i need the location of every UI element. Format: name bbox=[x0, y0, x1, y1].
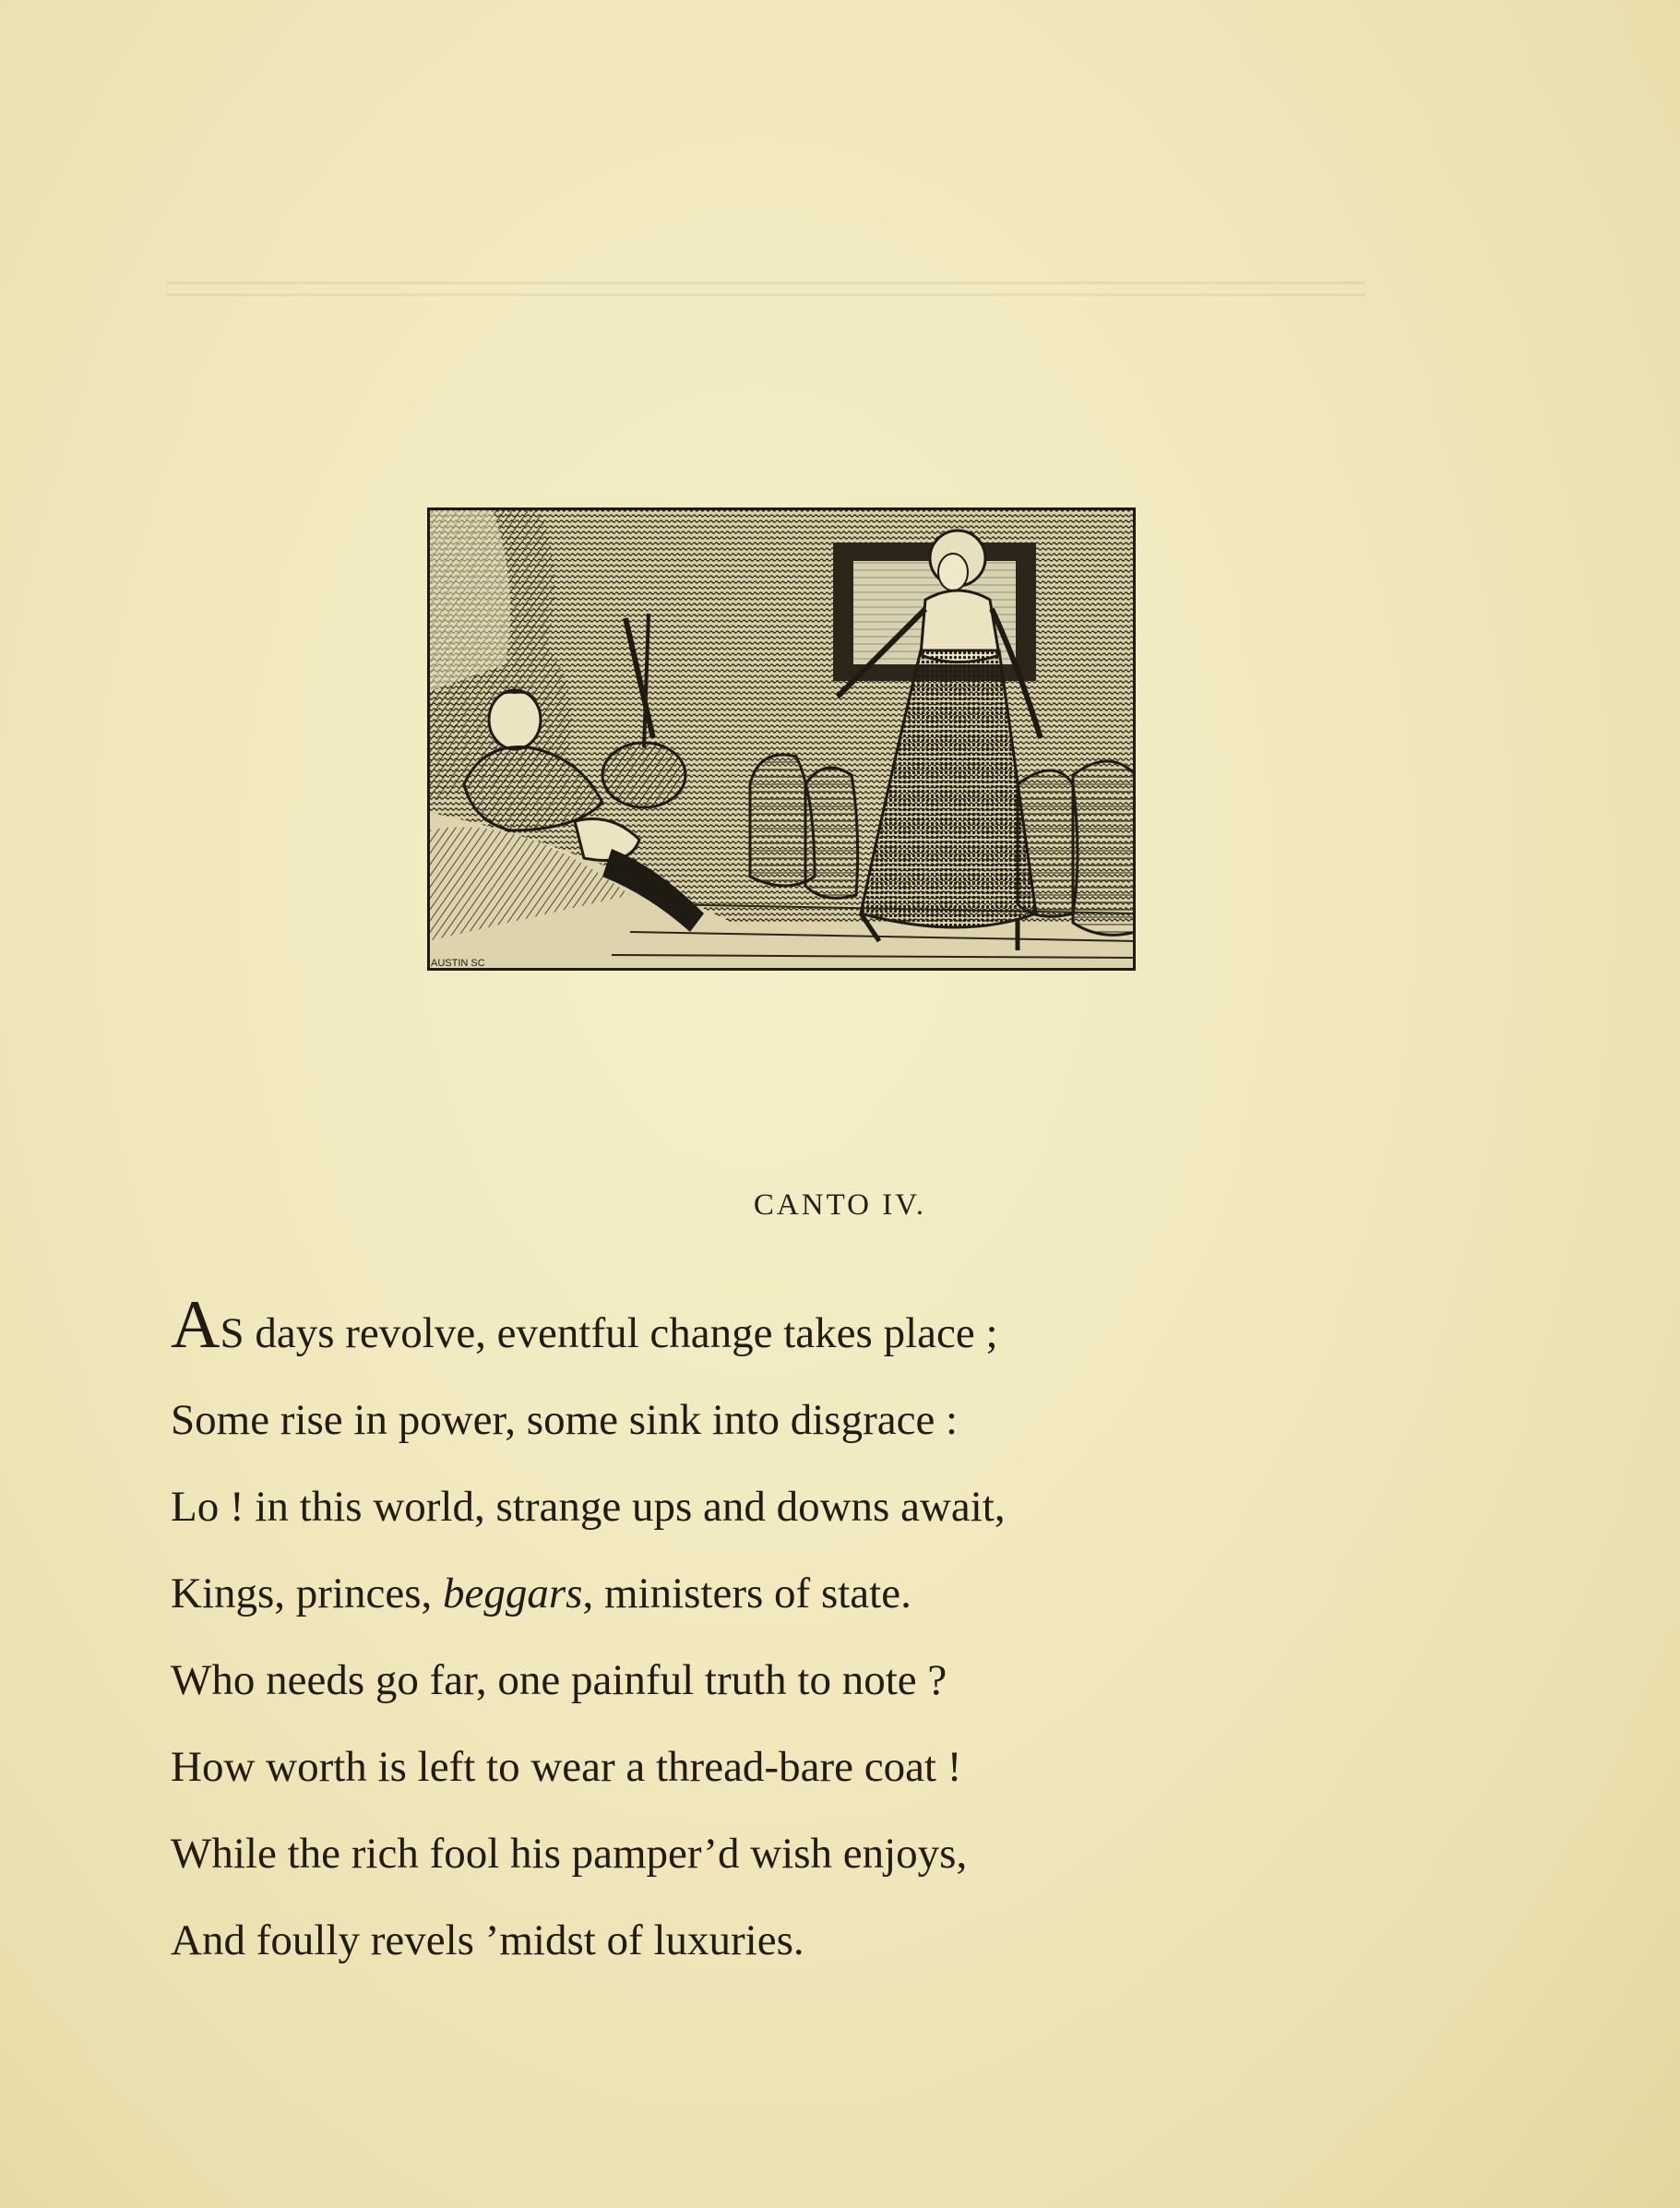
verse-line-text: S days revolve, eventful change takes place ; bbox=[220, 1309, 998, 1357]
bleed-through-rule bbox=[166, 293, 1365, 296]
canto-heading: CANTO IV. bbox=[753, 1188, 927, 1222]
verse-line bbox=[171, 1287, 1370, 1377]
verse-line-text: , ministers of state. bbox=[582, 1569, 911, 1617]
poem-stanza bbox=[171, 1287, 1370, 1984]
bleed-through-rule bbox=[166, 281, 1365, 284]
wood-engraving-illustration bbox=[427, 507, 1136, 971]
verse-line-text: Kings, princes, bbox=[171, 1569, 444, 1617]
drop-cap: A bbox=[171, 1287, 220, 1363]
verse-line bbox=[171, 1550, 1370, 1637]
bleed-through-header bbox=[166, 138, 1365, 226]
verse-line: Who needs go far, one painful truth to note ? bbox=[171, 1656, 947, 1704]
italic-word: beggars bbox=[443, 1569, 583, 1617]
engraving-picture bbox=[427, 507, 1136, 971]
verse-line: Lo ! in this world, strange ups and downs await, bbox=[171, 1483, 1006, 1531]
verse-line: How worth is left to wear a thread-bare coat ! bbox=[171, 1743, 962, 1791]
verse-line: While the rich fool his pamper’d wish enjoys, bbox=[171, 1830, 968, 1878]
verse-line: Some rise in power, some sink into disgrace : bbox=[171, 1396, 959, 1444]
engraver-signature: AUSTIN SC bbox=[431, 958, 485, 969]
verse-line: And foully revels ’midst of luxuries. bbox=[171, 1916, 804, 1964]
